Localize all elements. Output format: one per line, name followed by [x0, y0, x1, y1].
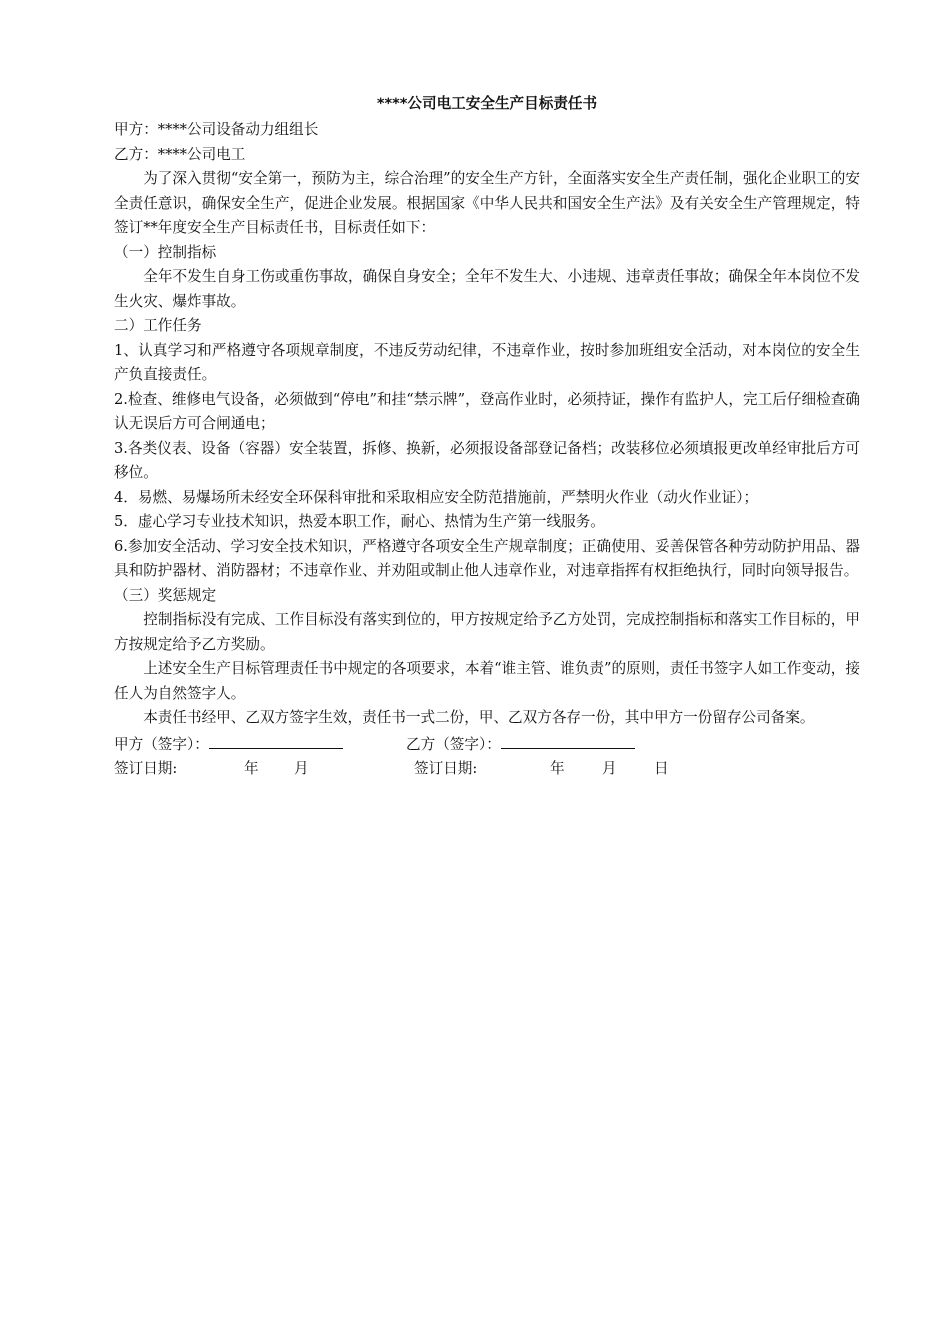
- closing-paragraph-1: 上述安全生产目标管理责任书中规定的各项要求，本着“谁主管、谁负责”的原则，责任书签字人如工作变动，接任人为自然签字人。: [114, 660, 860, 702]
- section2-heading: 二）工作任务: [114, 317, 202, 334]
- date-a-year: 年: [244, 760, 259, 777]
- section3-text: 控制指标没有完成、工作目标没有落实到位的，甲方按规定给予乙方处罚，完成控制指标和落实工作目标的，甲方按规定给予乙方奖励。: [114, 611, 860, 653]
- task-item: 1、认真学习和严格遵守各项规章制度，不违反劳动纪律，不违章作业，按时参加班组安全活动，对本岗位的安全生产负直接责任。: [114, 341, 860, 383]
- signature-a-line: [209, 731, 343, 749]
- date-a-month: 月: [294, 760, 309, 777]
- party-a: 甲方：****公司设备动力组组长: [114, 121, 319, 138]
- section1-text: 全年不发生自身工伤或重伤事故，确保自身安全；全年不发生大、小违规、违章责任事故；确保全年本岗位不发生火灾、爆炸事故。: [114, 268, 860, 310]
- date-b-year: 年: [550, 760, 565, 777]
- signature-b: [406, 731, 635, 758]
- section3-heading: （三）奖惩规定: [114, 586, 217, 604]
- task-item: 2.检查、维修电气设备，必须做到“停电”和挂“禁示牌”，登高作业时，必须持证，操作有监护人，完工后仔细检查确认无误后方可合闸通电；: [114, 390, 860, 432]
- date-b-month: 月: [602, 760, 617, 777]
- task-item: 4．易燃、易爆场所未经安全环保科审批和采取相应安全防范措施前，严禁明火作业（动火作业证）；: [114, 488, 759, 506]
- date-b-day: 日: [654, 760, 669, 777]
- task-item: 3.各类仪表、设备（容器）安全装置，拆修、换新，必须报设备部登记备档；改装移位必须填报更改单经审批后方可移位。: [114, 439, 860, 481]
- document-page: [114, 92, 860, 782]
- intro-paragraph: 为了深入贯彻“安全第一，预防为主，综合治理”的安全生产方针，全面落实安全生产责任制，强化企业职工的安全责任意识，确保安全生产，促进企业发展。根据国家《中华人民共和国安全生产法》及有关安全生产管理规定，特签订**年度安全生产目标责任书，目标责任如下：: [114, 170, 860, 236]
- closing-paragraph-2: 本责任书经甲、乙双方签字生效，责任书一式二份，甲、乙双方各存一份，其中甲方一份留存公司备案。: [143, 709, 815, 726]
- signature-row: [114, 731, 860, 758]
- signature-a-label: 甲方（签字）：: [114, 735, 209, 753]
- signature-b-line: [501, 731, 635, 749]
- document-title: ****公司电工安全生产目标责任书: [376, 95, 598, 112]
- section1-heading: （一）控制指标: [114, 243, 217, 261]
- task-item: 5．虚心学习专业技术知识，热爱本职工作，耐心、热情为生产第一线服务。: [114, 513, 605, 530]
- signature-b-label: 乙方（签字）：: [406, 735, 501, 753]
- party-b: 乙方：****公司电工: [114, 145, 246, 163]
- date-a: [114, 757, 414, 782]
- signature-a: [114, 731, 406, 758]
- task-item: 6.参加安全活动、学习安全技术知识，严格遵守各项安全生产规章制度；正确使用、妥善保管各种劳动防护用品、器具和防护器材、消防器材；不违章作业、并劝阻或制止他人违章作业，对违章指挥有权拒绝执行，同时向领导报告。: [114, 537, 860, 579]
- date-b: [414, 757, 669, 782]
- date-b-label: 签订日期:: [414, 760, 478, 777]
- date-row: [114, 757, 860, 782]
- date-a-label: 签订日期:: [114, 760, 178, 777]
